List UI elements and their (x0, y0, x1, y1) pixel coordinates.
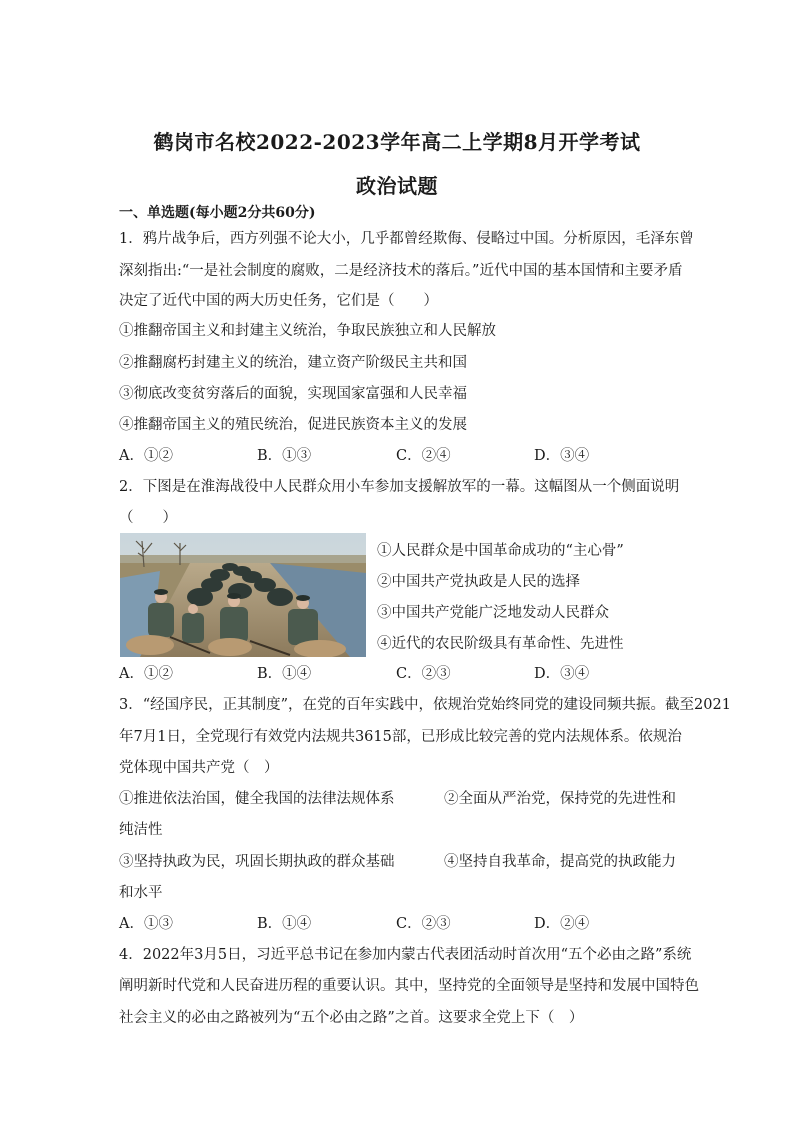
q3-option: ③坚持执政为民，巩固长期执政的群众基础 (119, 854, 395, 870)
q1-option: ③彻底改变贫穷落后的面貌，实现国家富强和人民幸福 (119, 386, 467, 402)
q3-stem-line: 年7月1日，全党现行有效党内法规共3615部，已形成比较完善的党内法规体系。依规治 (119, 729, 682, 745)
q1-stem-line: 1．鸦片战争后，西方列强不论大小，几乎都曾经欺侮、侵略过中国。分析原因，毛泽东曾 (119, 231, 694, 247)
q2-option: ②中国共产党执政是人民的选择 (377, 574, 580, 590)
q3-stem-line: 3．“经国序民，正其制度”，在党的百年实践中，依规治党始终同党的建设同频共振。截至2021 (119, 697, 731, 713)
q1-stem-line: 深刻指出:“一是社会制度的腐败，二是经济技术的落后。”近代中国的基本国情和主要矛盾 (119, 263, 683, 279)
q1-answer-d: D．③④ (534, 448, 590, 464)
exam-title: 鹤岗市名校2022-2023学年高二上学期8月开学考试 (153, 130, 641, 154)
huaihai-campaign-photo (120, 533, 366, 657)
q1-answer-c: C．②④ (396, 448, 451, 464)
q2-answer-d: D．③④ (534, 666, 590, 682)
q1-option: ①推翻帝国主义和封建主义统治，争取民族独立和人民解放 (119, 323, 496, 339)
q1-option: ②推翻腐朽封建主义的统治，建立资产阶级民主共和国 (119, 355, 467, 371)
q1-answer-a: A．①② (119, 448, 173, 464)
q1-option: ④推翻帝国主义的殖民统治，促进民族资本主义的发展 (119, 417, 467, 433)
q2-option: ③中国共产党能广泛地发动人民群众 (377, 605, 609, 621)
q2-stem-line: 2．下图是在淮海战役中人民群众用小车参加支援解放军的一幕。这幅图从一个侧面说明 (119, 479, 680, 495)
q1-stem-line: 决定了近代中国的两大历史任务，它们是（ ） (119, 293, 438, 309)
q3-option: ①推进依法治国，健全我国的法律法规体系 (119, 791, 395, 807)
q3-answer-a: A．①③ (119, 916, 173, 932)
q2-answer-c: C．②③ (396, 666, 451, 682)
q3-option-continued: 和水平 (119, 885, 163, 901)
q3-option: ④坚持自我革命，提高党的执政能力 (444, 854, 676, 870)
q4-stem-line: 4．2022年3月5日，习近平总书记在参加内蒙古代表团活动时首次用“五个必由之路”系统 (119, 947, 692, 963)
q4-stem-line: 社会主义的必由之路被列为“五个必由之路”之首。这要求全党上下（ ） (119, 1010, 584, 1026)
q2-answer-b: B．①④ (257, 666, 312, 682)
q3-option-continued: 纯洁性 (119, 822, 163, 838)
q1-answer-b: B．①③ (257, 448, 312, 464)
q2-answer-a: A．①② (119, 666, 173, 682)
q3-stem-line: 党体现中国共产党（ ） (119, 760, 279, 776)
q3-answer-b: B．①④ (257, 916, 312, 932)
q2-option: ①人民群众是中国革命成功的“主心骨” (377, 543, 624, 559)
q2-option: ④近代的农民阶级具有革命性、先进性 (377, 636, 624, 652)
q4-stem-line: 阐明新时代党和人民奋进历程的重要认识。其中，坚持党的全面领导是坚持和发展中国特色 (119, 978, 699, 994)
q2-stem-line: （ ） (119, 510, 177, 526)
section-heading: 一、单选题(每小题2分共60分) (119, 205, 316, 221)
q3-option: ②全面从严治党，保持党的先进性和 (444, 791, 676, 807)
q3-answer-c: C．②③ (396, 916, 451, 932)
q3-answer-d: D．②④ (534, 916, 590, 932)
exam-subtitle: 政治试题 (356, 174, 438, 198)
